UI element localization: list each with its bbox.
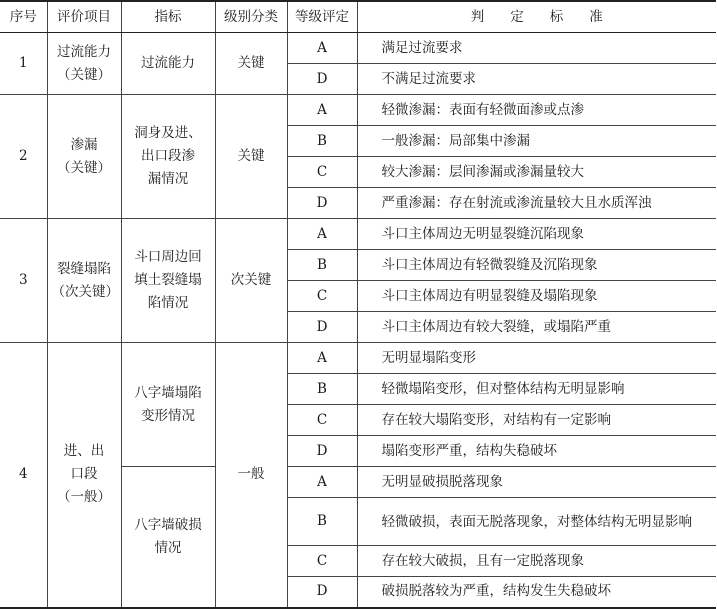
judgment-standard: 轻微破损，表面无脱落现象，对整体结构无明显影响 bbox=[357, 498, 716, 546]
judgment-standard: 斗口主体周边有较大裂缝，或塌陷严重 bbox=[357, 312, 716, 343]
indicator-line: 情况 bbox=[154, 539, 182, 556]
class-level: 关键 bbox=[215, 95, 287, 219]
evaluation-item bbox=[47, 95, 121, 219]
indicator bbox=[121, 95, 215, 219]
table-row bbox=[0, 343, 716, 374]
evaluation-item bbox=[47, 33, 121, 95]
evaluation-item-line: 裂缝塌陷 bbox=[57, 260, 111, 277]
grade: C bbox=[287, 405, 357, 436]
evaluation-item-line: 口段 bbox=[70, 466, 98, 483]
grade: C bbox=[287, 281, 357, 312]
judgment-standard: 轻微渗漏：表面有轻微面渗或点渗 bbox=[357, 95, 716, 126]
grade: A bbox=[287, 467, 357, 498]
judgment-standard: 斗口主体周边有轻微裂缝及沉陷现象 bbox=[357, 250, 716, 281]
header-item: 评价项目 bbox=[47, 1, 121, 33]
judgment-standard: 无明显破损脱落现象 bbox=[357, 467, 716, 498]
grade: B bbox=[287, 250, 357, 281]
indicator bbox=[121, 343, 215, 467]
indicator-line: 漏情况 bbox=[147, 171, 189, 187]
judgment-standard: 一般渗漏：局部集中渗漏 bbox=[357, 126, 716, 157]
group-number: 1 bbox=[0, 33, 47, 95]
judgment-standard: 较大渗漏：层间渗漏或渗漏量较大 bbox=[357, 157, 716, 188]
grade: A bbox=[287, 219, 357, 250]
indicator-line: 变形情况 bbox=[141, 407, 195, 424]
header-indicator: 指标 bbox=[121, 1, 215, 33]
class-level: 关键 bbox=[215, 33, 287, 95]
class-level: 一般 bbox=[215, 343, 287, 608]
evaluation-item-line: 过流能力 bbox=[57, 43, 111, 60]
table-body bbox=[0, 33, 716, 608]
grade: D bbox=[287, 64, 357, 95]
grade: C bbox=[287, 546, 357, 577]
evaluation-item bbox=[47, 343, 121, 608]
judgment-standard: 斗口主体周边有明显裂缝及塌陷现象 bbox=[357, 281, 716, 312]
class-level: 次关键 bbox=[215, 219, 287, 343]
header-standard: 判 定 标 准 bbox=[357, 1, 716, 33]
judgment-standard: 斗口主体周边无明显裂缝沉陷现象 bbox=[357, 219, 716, 250]
grade: C bbox=[287, 157, 357, 188]
group-number: 4 bbox=[0, 343, 47, 608]
judgment-standard: 严重渗漏：存在射流或渗流量较大且水质浑浊 bbox=[357, 188, 716, 219]
header-class: 级别分类 bbox=[215, 1, 287, 33]
indicator-line: 八字墙塌陷 bbox=[134, 384, 202, 401]
indicator-line: 过流能力 bbox=[141, 55, 195, 71]
indicator-line: 洞身及进、 bbox=[134, 125, 202, 141]
grade: A bbox=[287, 343, 357, 374]
evaluation-item-line: （关键） bbox=[57, 66, 111, 83]
grade: B bbox=[287, 374, 357, 405]
judgment-standard: 不满足过流要求 bbox=[357, 64, 716, 95]
evaluation-item-line: 进、出 bbox=[63, 443, 105, 460]
indicator bbox=[121, 467, 215, 608]
grade: B bbox=[287, 126, 357, 157]
group-number: 2 bbox=[0, 95, 47, 219]
evaluation-item-line: （关键） bbox=[57, 159, 111, 176]
indicator bbox=[121, 33, 215, 95]
judgment-standard: 存在较大破损，且有一定脱落现象 bbox=[357, 546, 716, 577]
indicator-line: 填土裂缝塌 bbox=[134, 272, 202, 288]
judgment-standard: 塌陷变形严重，结构失稳破坏 bbox=[357, 436, 716, 467]
group-number: 3 bbox=[0, 219, 47, 343]
indicator-line: 陷情况 bbox=[147, 295, 189, 311]
indicator-line: 斗口周边回 bbox=[134, 249, 202, 265]
grade: D bbox=[287, 312, 357, 343]
grade: B bbox=[287, 498, 357, 546]
judgment-standard: 存在较大塌陷变形，对结构有一定影响 bbox=[357, 405, 716, 436]
grade: D bbox=[287, 436, 357, 467]
indicator-line: 八字墙破损 bbox=[134, 516, 202, 533]
judgment-standard: 无明显塌陷变形 bbox=[357, 343, 716, 374]
table-row bbox=[0, 95, 716, 126]
grade: D bbox=[287, 188, 357, 219]
table-row bbox=[0, 33, 716, 64]
judgment-standard: 满足过流要求 bbox=[357, 33, 716, 64]
judgment-standard: 轻微塌陷变形，但对整体结构无明显影响 bbox=[357, 374, 716, 405]
header-grade: 等级评定 bbox=[287, 1, 357, 33]
evaluation-item-line: 渗漏 bbox=[70, 136, 98, 153]
evaluation-item-line: （一般） bbox=[57, 489, 111, 506]
header-no: 序号 bbox=[0, 1, 47, 33]
table-row bbox=[0, 219, 716, 250]
grade: A bbox=[287, 95, 357, 126]
evaluation-item bbox=[47, 219, 121, 343]
indicator-line: 出口段渗 bbox=[141, 148, 195, 164]
indicator bbox=[121, 219, 215, 343]
evaluation-item-line: （次关键） bbox=[51, 283, 119, 300]
judgment-standard: 破损脱落较为严重，结构发生失稳破坏 bbox=[357, 577, 716, 608]
grade: D bbox=[287, 577, 357, 608]
header-row bbox=[0, 1, 716, 33]
grade: A bbox=[287, 33, 357, 64]
